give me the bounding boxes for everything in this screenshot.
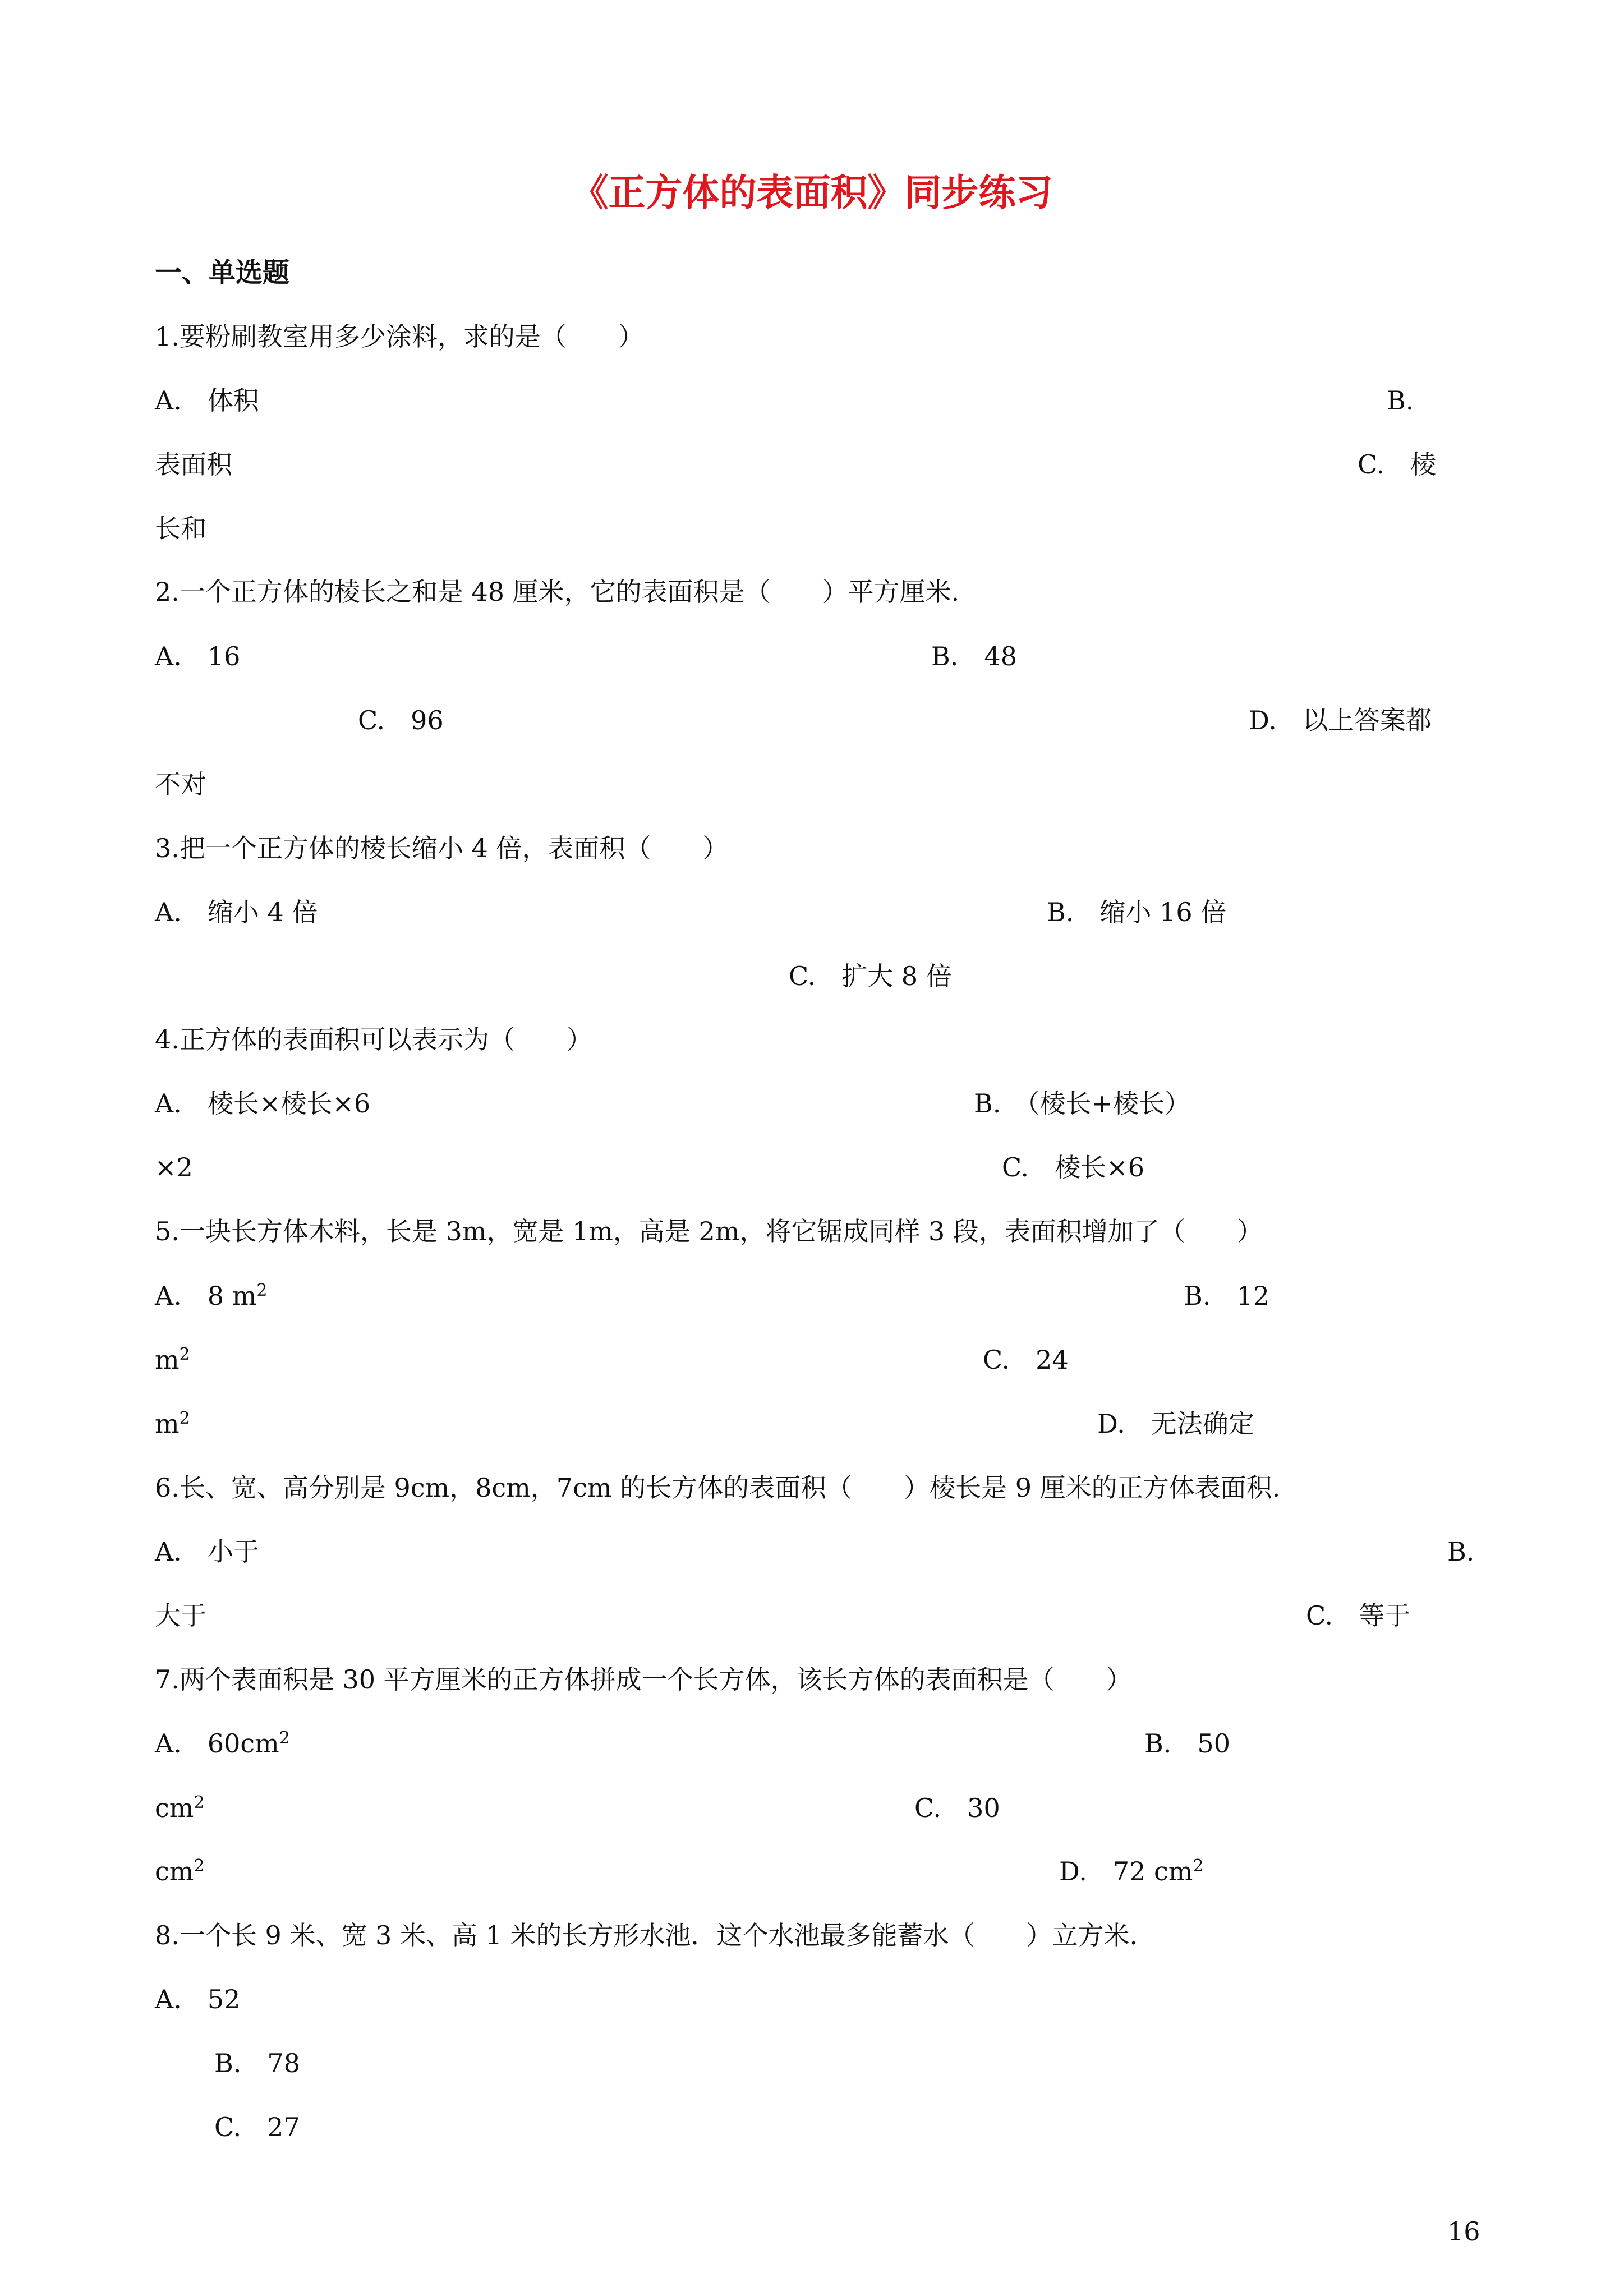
superscript: 2 bbox=[256, 1281, 268, 1300]
page-number: 16 bbox=[1447, 2216, 1480, 2247]
question-5-option-c-unit: $m^2$ bbox=[155, 1409, 190, 1439]
question-3-option-c: C. 扩大 8 倍 bbox=[789, 961, 952, 991]
question-2-option-d: D. 以上答案都 bbox=[1249, 705, 1432, 735]
question-5-option-a: A. 8 $m^2$ bbox=[155, 1281, 268, 1311]
question-1-option-c-text: 长和 bbox=[155, 513, 206, 544]
question-8-option-a: A. 52 bbox=[155, 1984, 241, 2014]
question-1-option-b-text: 表面积 bbox=[155, 449, 232, 480]
question-5-option-d: D. 无法确定 bbox=[1097, 1409, 1254, 1439]
question-5-option-b: B. 12 bbox=[1184, 1281, 1269, 1311]
question-2-option-b: B. 48 bbox=[931, 641, 1017, 671]
question-4-option-a: A. 棱长×棱长×6 bbox=[155, 1088, 371, 1119]
question-7-option-b-unit: $cm^2$ bbox=[155, 1793, 205, 1823]
question-7-option-c-unit: $cm^2$ bbox=[155, 1856, 205, 1887]
question-6-option-c: C. 等于 bbox=[1306, 1600, 1411, 1631]
question-2-option-d-text: 不对 bbox=[155, 769, 206, 799]
question-2-option-a: A. 16 bbox=[155, 641, 241, 671]
question-4-stem: 4.正方体的表面积可以表示为（ ） bbox=[155, 1024, 592, 1055]
question-3-stem: 3.把一个正方体的棱长缩小 4 倍，表面积（ ） bbox=[155, 833, 729, 863]
question-2-stem: 2.一个正方体的棱长之和是 48 厘米，它的表面积是（ ）平方厘米. bbox=[155, 577, 960, 607]
question-8-stem: 8.一个长 9 米、宽 3 米、高 1 米的长方形水池．这个水池最多能蓄水（ ）立方米. bbox=[155, 1920, 1138, 1950]
superscript: 2 bbox=[194, 1793, 205, 1812]
question-7-option-b: B. 50 bbox=[1144, 1728, 1230, 1759]
page-title: 《正方体的表面积》同步练习 bbox=[571, 171, 1053, 214]
question-4-option-b: B. （棱长+棱长） bbox=[974, 1088, 1190, 1119]
question-1-option-a: A. 体积 bbox=[155, 385, 259, 416]
question-6-option-b-text: 大于 bbox=[155, 1600, 206, 1631]
question-5-option-b-unit: $m^2$ bbox=[155, 1345, 190, 1375]
superscript: 2 bbox=[179, 1409, 190, 1428]
question-6-stem: 6.长、宽、高分别是 9cm，8cm，7cm 的长方体的表面积（ ）棱长是 9 厘米的正方体表面积. bbox=[155, 1473, 1281, 1503]
question-4-option-b-text: ×2 bbox=[155, 1152, 193, 1182]
superscript: 2 bbox=[194, 1856, 205, 1876]
question-7-option-c: C. 30 bbox=[914, 1793, 1000, 1823]
section-heading: 一、单选题 bbox=[155, 257, 290, 288]
question-7-option-a: A. $60cm^2$ bbox=[155, 1728, 290, 1759]
question-6-option-b: B. bbox=[1447, 1536, 1475, 1567]
question-1-stem: 1.要粉刷教室用多少涂料，求的是（ ） bbox=[155, 321, 644, 352]
question-6-option-a: A. 小于 bbox=[155, 1536, 259, 1567]
superscript: 2 bbox=[1193, 1856, 1204, 1876]
question-2-option-c: C. 96 bbox=[358, 705, 444, 735]
question-7-option-d: D. 72 $cm^2$ bbox=[1059, 1856, 1204, 1887]
question-3-option-a: A. 缩小 4 倍 bbox=[155, 897, 318, 927]
question-8-option-c: C. 27 bbox=[214, 2112, 300, 2142]
question-7-stem: 7.两个表面积是 30 平方厘米的正方体拼成一个长方体，该长方体的表面积是（ ） bbox=[155, 1664, 1132, 1695]
question-1-option-c: C. 棱 bbox=[1358, 449, 1437, 480]
question-5-stem: 5.一块长方体木料，长是 3m，宽是 1m，高是 2m，将它锯成同样 3 段，表面积增加了（ ） bbox=[155, 1216, 1263, 1246]
question-8-option-b: B. 78 bbox=[214, 2048, 300, 2078]
superscript: 2 bbox=[179, 1345, 190, 1364]
question-1-option-b: B. bbox=[1387, 385, 1414, 416]
question-3-option-b: B. 缩小 16 倍 bbox=[1047, 897, 1227, 927]
superscript: 2 bbox=[279, 1728, 290, 1748]
question-4-option-c: C. 棱长×6 bbox=[1002, 1152, 1144, 1182]
question-5-option-c: C. 24 bbox=[983, 1345, 1069, 1375]
